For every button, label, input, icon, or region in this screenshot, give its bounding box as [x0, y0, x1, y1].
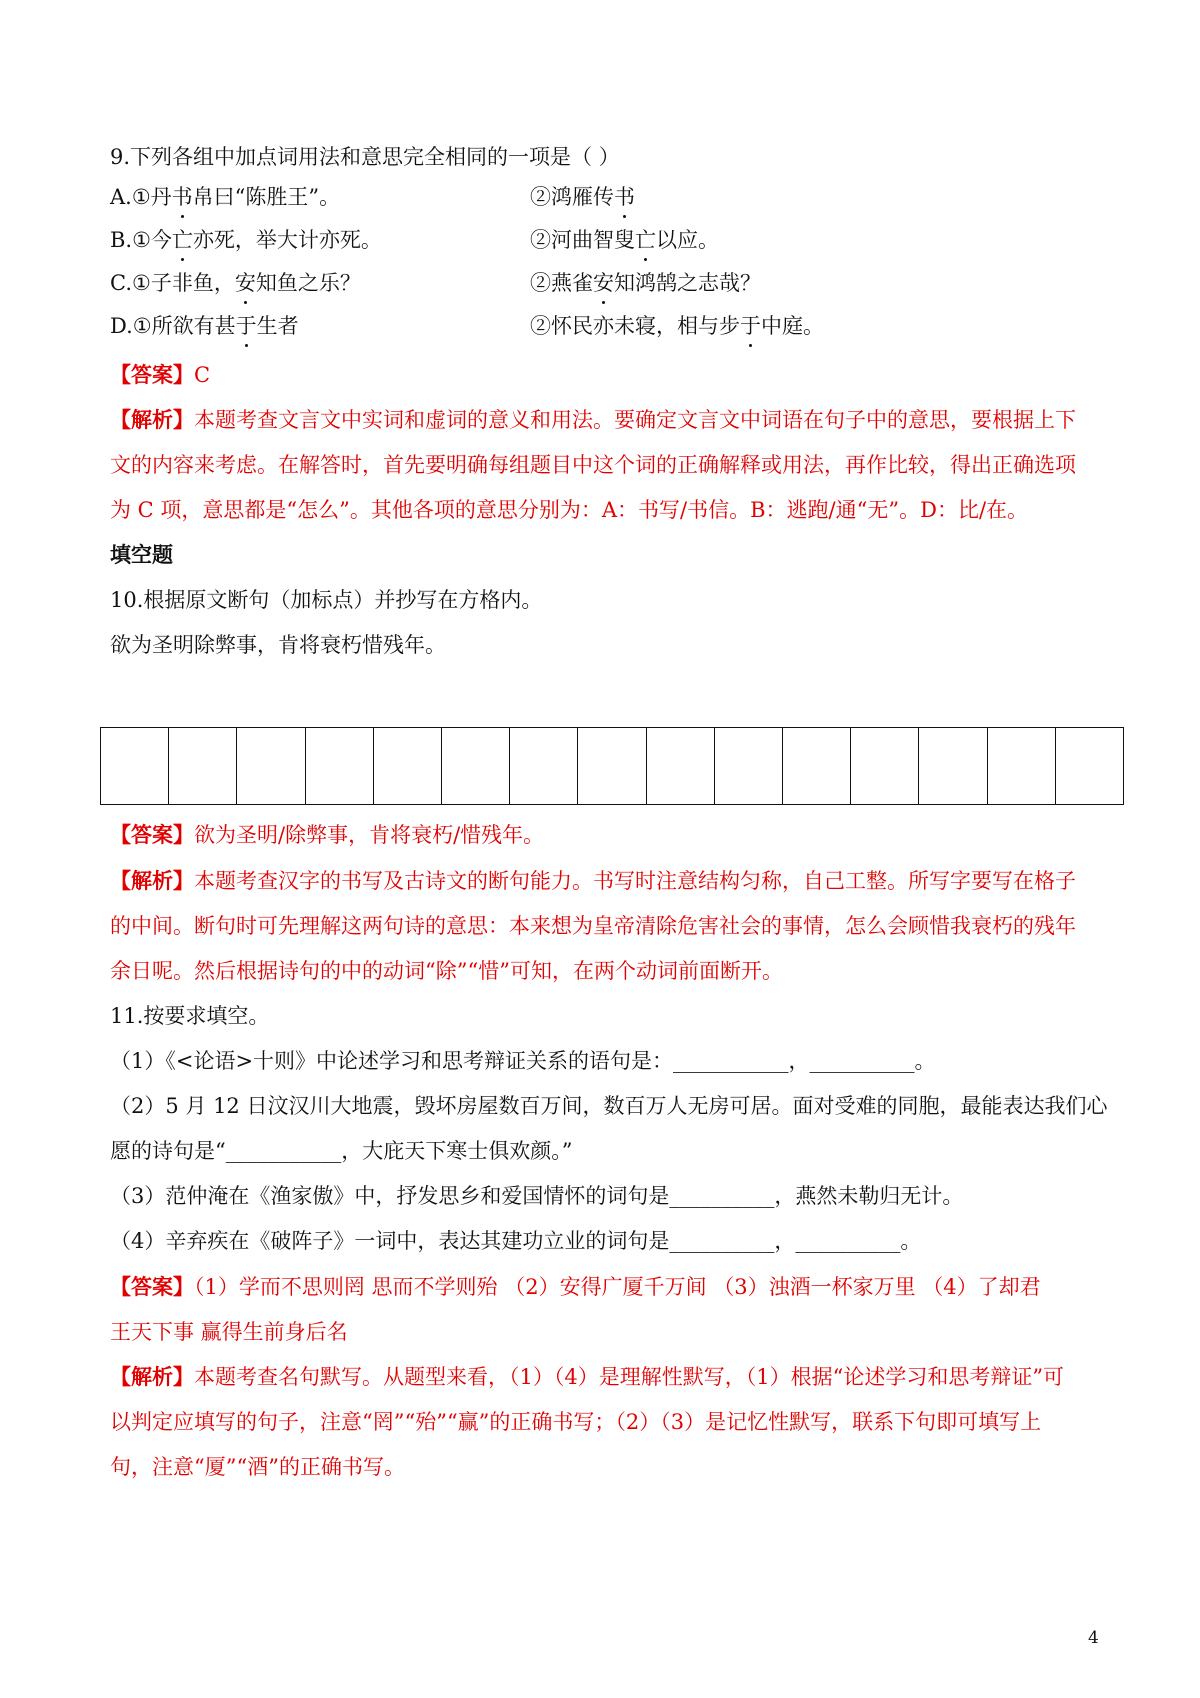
- writing-grid: [100, 727, 1124, 805]
- grid-cell: [237, 728, 305, 804]
- q11-analysis-line-1: 【解析】本题考查名句默写。从题型来看，（1）（4）是理解性默写，（1）根据“论述学习和思考辩证”可: [110, 1364, 1065, 1389]
- q9-answer: 【答案】C: [110, 362, 211, 387]
- q11-analysis-line-2: 以判定应填写的句子，注意“罔”“殆”“赢”的正确书写；（2）（3）是记忆性默写，联系下句即可填写上: [110, 1410, 1042, 1434]
- emphasis-dot-word: 亡: [172, 225, 193, 255]
- q10-text: 欲为圣明除弊事，肯将衰朽惜残年。: [110, 633, 446, 657]
- q9-option-d: D.①所欲有甚于生者 ②怀民亦未寝，相与步于中庭。: [110, 311, 299, 341]
- grid-cell: [647, 728, 715, 804]
- grid-cell: [510, 728, 578, 804]
- grid-cell: [306, 728, 374, 804]
- q11-item-1: （1）《<论语>十则》中论述学习和思考辩证关系的语句是：___________，__________。: [110, 1049, 936, 1073]
- q10-analysis-line-1: 【解析】本题考查汉字的书写及古诗文的断句能力。书写时注意结构匀称，自己工整。所写字要写在格子: [110, 868, 1076, 893]
- q11-item-4: （4）辛弃疾在《破阵子》一词中，表达其建功立业的词句是__________，__________。: [110, 1229, 922, 1253]
- q9-option-b: B.①今亡亦死，举大计亦死。 ②河曲智叟亡以应。: [110, 225, 382, 255]
- q11-item-3: （3）范仲淹在《渔家傲》中，抒发思乡和爱国情怀的词句是__________，燕然未勒归无计。: [110, 1184, 964, 1208]
- q11-analysis-line-3: 句，注意“厦”“酒”的正确书写。: [110, 1455, 405, 1479]
- grid-cell: [442, 728, 510, 804]
- q10-analysis-line-2: 的中间。断句时可先理解这两句诗的意思：本来想为皇帝清除危害社会的事情，怎么会顾惜我衰朽的残年: [110, 914, 1076, 938]
- q10-answer: 【答案】欲为圣明/除弊事，肯将衰朽/惜残年。: [110, 822, 545, 847]
- page-number: 4: [1088, 1628, 1099, 1648]
- q10-analysis-line-3: 余日呢。然后根据诗句的中的动词“除”“惜”可知，在两个动词前面断开。: [110, 959, 783, 983]
- grid-cell: [1056, 728, 1123, 804]
- q9-analysis-line-1: 【解析】本题考查文言文中实词和虚词的意义和用法。要确定文言文中词语在句子中的意思，要根据上下: [110, 407, 1076, 432]
- grid-cell: [851, 728, 919, 804]
- section-title: 填空题: [110, 543, 173, 567]
- grid-cell: [988, 728, 1056, 804]
- q9-stem: 9.下列各组中加点词用法和意思完全相同的一项是（ ）: [110, 145, 620, 169]
- q9-option-a: A.①丹书帛曰“陈胜王”。 ②鸿雁传书: [110, 182, 340, 212]
- grid-cell: [374, 728, 442, 804]
- emphasis-dot-word: 安: [593, 268, 614, 298]
- grid-cell: [783, 728, 851, 804]
- grid-cell: [919, 728, 987, 804]
- emphasis-dot-word: 于: [236, 311, 257, 341]
- emphasis-dot-word: 于: [740, 311, 761, 341]
- emphasis-dot-word: 亡: [635, 225, 656, 255]
- q9-analysis-line-2: 文的内容来考虑。在解答时，首先要明确每组题目中这个词的正确解释或用法，再作比较，得出正确选项: [110, 453, 1076, 477]
- grid-cell: [169, 728, 237, 804]
- emphasis-dot-word: 书: [172, 182, 193, 212]
- q10-stem: 10.根据原文断句（加标点）并抄写在方格内。: [110, 588, 543, 612]
- grid-cell: [101, 728, 169, 804]
- grid-cell: [715, 728, 783, 804]
- emphasis-dot-word: 安: [235, 268, 256, 298]
- q11-answer-line-1: 【答案】（1）学而不思则罔 思而不学则殆 （2）安得广厦千万间 （3）浊酒一杯家万里 （4）了却君: [110, 1274, 1041, 1299]
- emphasis-dot-word: 书: [614, 182, 635, 212]
- q9-option-c: C.①子非鱼，安知鱼之乐？ ②燕雀安知鸿鹄之志哉？: [110, 268, 361, 298]
- q11-item-2: （2）5 月 12 日汶汉川大地震，毁坏房屋数百万间，数百万人无房可居。面对受难的同胞，最能表达我们心: [110, 1094, 1108, 1118]
- grid-cell: [578, 728, 646, 804]
- q11-answer-line-2: 王天下事 赢得生前身后名: [110, 1320, 348, 1344]
- q11-stem: 11.按要求填空。: [110, 1004, 270, 1028]
- q11-item-2-cont: 愿的诗句是“___________，大庇天下寒士俱欢颜。”: [110, 1139, 573, 1163]
- q9-analysis-line-3: 为 C 项，意思都是“怎么”。其他各项的意思分别为：A：书写/书信。B：逃跑/通“无”。D：比/在。: [110, 498, 1029, 522]
